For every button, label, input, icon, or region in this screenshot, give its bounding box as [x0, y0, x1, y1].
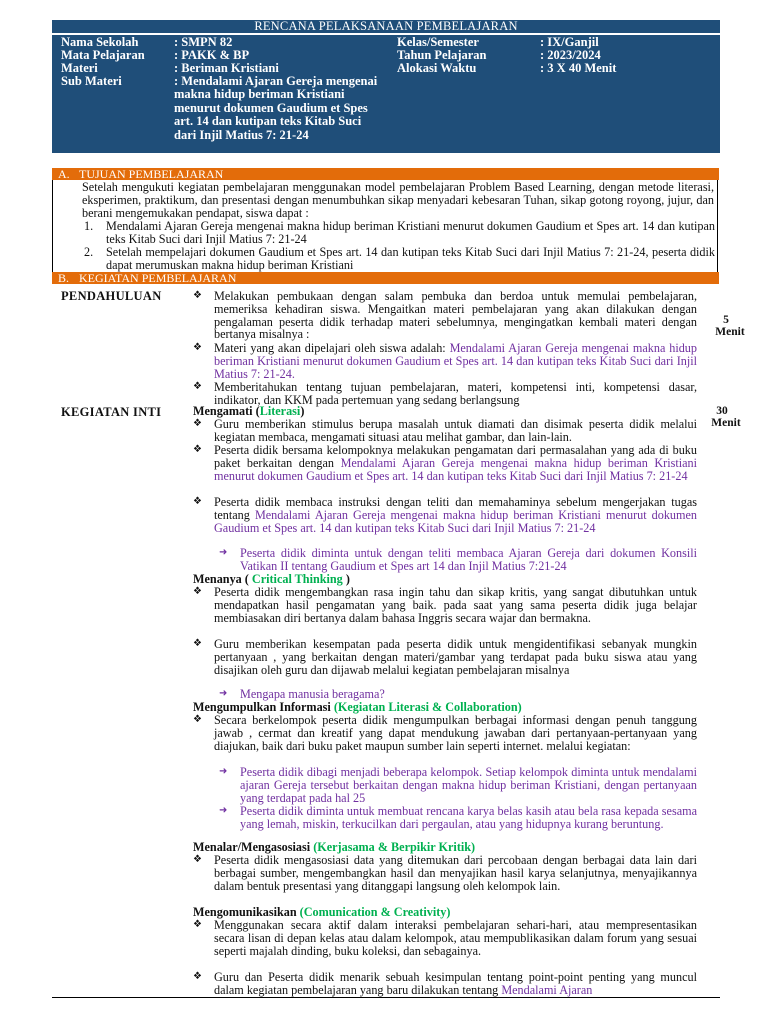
- section-b-bar: [52, 272, 719, 284]
- mengomunikasikan-bullet-2: [214, 971, 697, 997]
- mengumpulkan-bullet-1: Secara berkelompok peserta didik mengumpulkan berbagai informasi dengan penuh tanggung jawab , cermat dan kreatif yang dapat mendukung jawaban dari pertanyaan-pertanyaan yang diajukan, baik dari buku paket maupun sumber lain seperti internet. melalui kegiatan:: [214, 713, 697, 753]
- document-title: RENCANA PELAKSANAAN PEMBELAJARAN: [52, 20, 720, 33]
- pendahuluan-time-num: 5: [723, 314, 729, 326]
- pendahuluan-time-unit: Menit: [715, 326, 745, 338]
- mengamati-tag: Literasi: [259, 404, 301, 418]
- inti-time-unit: Menit: [711, 417, 741, 429]
- pendahuluan-label: PENDAHULUAN: [61, 289, 162, 303]
- mengamati-heading: Mengamati (Literasi): [193, 404, 305, 418]
- page-bottom-border: [52, 997, 720, 998]
- diamond-bullet-icon: ❖: [193, 381, 202, 392]
- value-materi: : Beriman Kristiani: [174, 61, 279, 75]
- diamond-bullet-icon: ❖: [193, 919, 202, 930]
- mengumpulkan-tag: (Kegiatan Literasi & Collaboration): [333, 700, 522, 714]
- label-mata-pelajaran: Mata Pelajaran: [61, 48, 145, 62]
- diamond-bullet-icon: ❖: [193, 638, 202, 649]
- menanya-bullet-1: Peserta didik mengembangkan rasa ingin tahu dan sikap kritis, yang sangat dibutuhkan untuk mendapatkan hasil pengamatan yang baik. pada saat yang sama peserta didik juga belajar membiasakan diri bertanya dalam bahasa Inggris secara wajar dan bermakna.: [214, 585, 697, 625]
- menanya-bullet-2: Guru memberikan kesempatan pada peserta didik untuk mengidentifikasi sebanyak mungkin pertanyaan , yang berkaitan dengan materi/gambar yang terdapat pada buku siswa atau yang disajikan oleh guru dan dijawab melalui kegiatan pembelajaran misalnya: [214, 637, 697, 677]
- mengamati-sub-1: Peserta didik diminta untuk dengan teliti membaca Ajaran Gereja dari dokumen Konsili Vatikan II tentang Gaudium et Spes art 14 dan Injil Matius 7:21-24: [240, 546, 697, 573]
- kegiatan-inti-label: KEGIATAN INTI: [61, 405, 162, 419]
- section-b-letter: B.: [58, 271, 70, 285]
- value-sub-materi: : Mendalami Ajaran Gereja mengenai makna hidup beriman Kristiani menurut dokumen Gaudium et Spes art. 14 dan kutipan teks Kitab Suci dari Injil Matius 7: 21-24: [174, 74, 378, 142]
- pendahuluan-bullet-2-prefix: Materi yang akan dipelajari oleh siswa adalah:: [214, 341, 446, 355]
- mengamati-head: Mengamati: [193, 404, 253, 418]
- mengamati-bullet-2: [214, 444, 697, 482]
- mengomunikasikan-head: Mengomunikasikan: [193, 905, 297, 919]
- diamond-bullet-icon: ❖: [193, 418, 202, 429]
- value-mata-pelajaran: : PAKK & BP: [174, 48, 250, 62]
- value-kelas-semester: : IX/Ganjil: [540, 35, 599, 49]
- identity-box: [52, 35, 720, 153]
- arrow-bullet-icon: ➜: [219, 688, 228, 699]
- mengomunikasikan-bullet-1: Menggunakan secara aktif dalam interaksi pembelajaran sehari-hari, atau mempresentasikan secara lisan di depan kelas atau dalam kelompok, atau mempublikasikan dalam forum yang sesuai seperti majalah dinding, buku koleksi, dan sebagainya.: [214, 918, 697, 958]
- pendahuluan-bullet-3: Memberitahukan tentang tujuan pembelajaran, materi, kompetensi inti, kompetensi dasar, indikator, dan KKM pada pertemuan yang sedang berlangsung: [214, 380, 697, 407]
- mengumpulkan-sub-1: Peserta didik dibagi menjadi beberapa kelompok. Setiap kelompok diminta untuk mendalami ajaran Gereja tersebut berkaitan dengan makna hidup beriman Kristiani, dengan pertanyaan yang terdapat pada hal 25: [240, 765, 697, 805]
- tujuan-num-2: 2.: [84, 245, 94, 259]
- mengomunikasikan-tag: (Comunication & Creativity): [299, 905, 451, 919]
- section-a-title: TUJUAN PEMBELAJARAN: [79, 167, 224, 181]
- diamond-bullet-icon: ❖: [193, 290, 202, 301]
- tujuan-item-2: Setelah mempelajari dokumen Gaudium et Spes art. 14 dan kutipan teks Kitab Suci dari Injil Matius 7: 21-24, peserta didik dapat merumuskan makna hidup beriman Kristiani: [106, 245, 715, 272]
- menanya-head: Menanya (: [193, 572, 249, 586]
- menanya-sub-1: Mengapa manusia beragama?: [240, 687, 385, 701]
- value-tahun-pelajaran: : 2023/2024: [540, 48, 601, 62]
- label-nama-sekolah: Nama Sekolah: [61, 35, 139, 49]
- mengomunikasikan-bullet-2-prefix: Guru dan Peserta didik menarik sebuah kesimpulan tentang point-point penting yang muncul dalam kegiatan pembelajaran yang baru dilakukan tentang: [214, 970, 697, 997]
- label-materi: Materi: [61, 61, 98, 75]
- diamond-bullet-icon: ❖: [193, 714, 202, 725]
- mengamati-bullet-1: Guru memberikan stimulus berupa masalah untuk diamati dan disimak peserta didik melalui kegiatan membaca, mengamati situasi atau melihat gambar, dan lain-lain.: [214, 417, 697, 444]
- diamond-bullet-icon: ❖: [193, 444, 202, 455]
- mengamati-bullet-2-topic: Mendalami Ajaran Gereja mengenai makna hidup beriman Kristiani menurut dokumen Gaudium et Spes art. 14 dan kutipan teks Kitab Suci dari Injil Matius 7: 21-24: [214, 455, 698, 483]
- inti-time-num: 30: [716, 405, 728, 417]
- menalar-tag: (Kerjasama & Berpikir Kritik): [313, 840, 476, 854]
- arrow-bullet-icon: ➜: [219, 805, 228, 816]
- mengamati-bullet-3: [214, 496, 697, 534]
- tujuan-num-1: 1.: [84, 219, 94, 233]
- menanya-heading: [193, 573, 350, 586]
- menanya-close: ): [345, 572, 350, 586]
- mengumpulkan-sub-2: Peserta didik diminta untuk membuat rencana karya belas kasih atau bela rasa kepada sesama yang lemah, miskin, terkucilkan dari pergaulan, atau yang hidupnya kurang beruntung.: [240, 804, 697, 831]
- value-nama-sekolah: : SMPN 82: [174, 35, 233, 49]
- diamond-bullet-icon: ❖: [193, 586, 202, 597]
- mengomunikasikan-heading: [193, 906, 450, 919]
- menalar-bullet-1: Peserta didik mengasosiasi data yang ditemukan dari percobaan dengan berbagai data lain dari berbagai sumber, mengembangkan hasil dan menyajikan hasil karya selanjutnya, menyajikannya dalam bentuk presentasi yang ditanggapi langsung oleh kelompok lain.: [214, 853, 697, 893]
- arrow-bullet-icon: ➜: [219, 766, 228, 777]
- mengamati-bullet-3-topic: Mendalami Ajaran Gereja mengenai makna hidup beriman Kristiani menurut dokumen Gaudium et Spes art. 14 dan kutipan teks Kitab Suci dari Injil Matius 7: 21-24: [214, 507, 698, 535]
- pendahuluan-bullet-1: Melakukan pembukaan dengan salam pembuka dan berdoa untuk memulai pembelajaran, memeriksa kehadiran siswa. Mengaitkan materi pembelajaran yang akan dilakukan dengan pengalaman peserta didik terhadap materi sebelumnya, mengingatkan kembali materi dengan bertanya misalnya :: [214, 289, 697, 342]
- label-kelas-semester: Kelas/Semester: [397, 35, 479, 49]
- diamond-bullet-icon: ❖: [193, 971, 202, 982]
- mengamati-bullet-2-prefix: Peserta didik bersama kelompoknya melakukan pengamatan dari permasalahan yang ada di buku paket berkaitan dengan: [214, 443, 697, 470]
- mengumpulkan-heading: [193, 701, 522, 714]
- section-a-letter: A.: [58, 167, 70, 181]
- tujuan-intro: Setelah mengukuti kegiatan pembelajaran menggunakan model pembelajaran Problem Based Learning, dengan metode literasi, eksperimen, praktikum, dan presentasi dengan menumbuhkan sikap menyadari kebesaran Tuhan, sikap gotong royong, jujur, dan berani mengemukakan pendapat, siswa dapat :: [82, 180, 714, 220]
- pendahuluan-bullet-2: [214, 342, 697, 380]
- section-a-bar: [52, 168, 719, 180]
- arrow-bullet-icon: ➜: [219, 547, 228, 558]
- label-sub-materi: Sub Materi: [61, 74, 122, 88]
- menalar-head: Menalar/Mengasosiasi: [193, 840, 311, 854]
- diamond-bullet-icon: ❖: [193, 342, 202, 353]
- pendahuluan-bullet-2-topic: Mendalami Ajaran Gereja mengenai makna hidup beriman Kristiani menurut dokumen Gaudium et Spes art. 14 dan kutipan teks Kitab Suci dari Injil Matius 7: 21-24.: [214, 341, 697, 381]
- diamond-bullet-icon: ❖: [193, 854, 202, 865]
- tujuan-item-1: Mendalami Ajaran Gereja mengenai makna hidup beriman Kristiani menurut dokumen Gaudium et Spes art. 14 dan kutipan teks Kitab Suci dari Injil Matius 7: 21-24: [106, 219, 715, 246]
- label-tahun-pelajaran: Tahun Pelajaran: [397, 48, 487, 62]
- mengomunikasikan-bullet-2-topic: Mendalami Ajaran: [501, 982, 593, 997]
- menalar-heading: [193, 841, 475, 854]
- mengamati-bullet-3-prefix: Peserta didik membaca instruksi dengan teliti dan memahaminya sebelum mengerjakan tugas tentang: [214, 495, 697, 522]
- label-alokasi-waktu: Alokasi Waktu: [397, 61, 477, 75]
- value-alokasi-waktu: : 3 X 40 Menit: [540, 61, 617, 75]
- menanya-tag: Critical Thinking: [251, 572, 343, 586]
- mengumpulkan-head: Mengumpulkan Informasi: [193, 700, 331, 714]
- diamond-bullet-icon: ❖: [193, 496, 202, 507]
- section-b-title: KEGIATAN PEMBELAJARAN: [79, 271, 237, 285]
